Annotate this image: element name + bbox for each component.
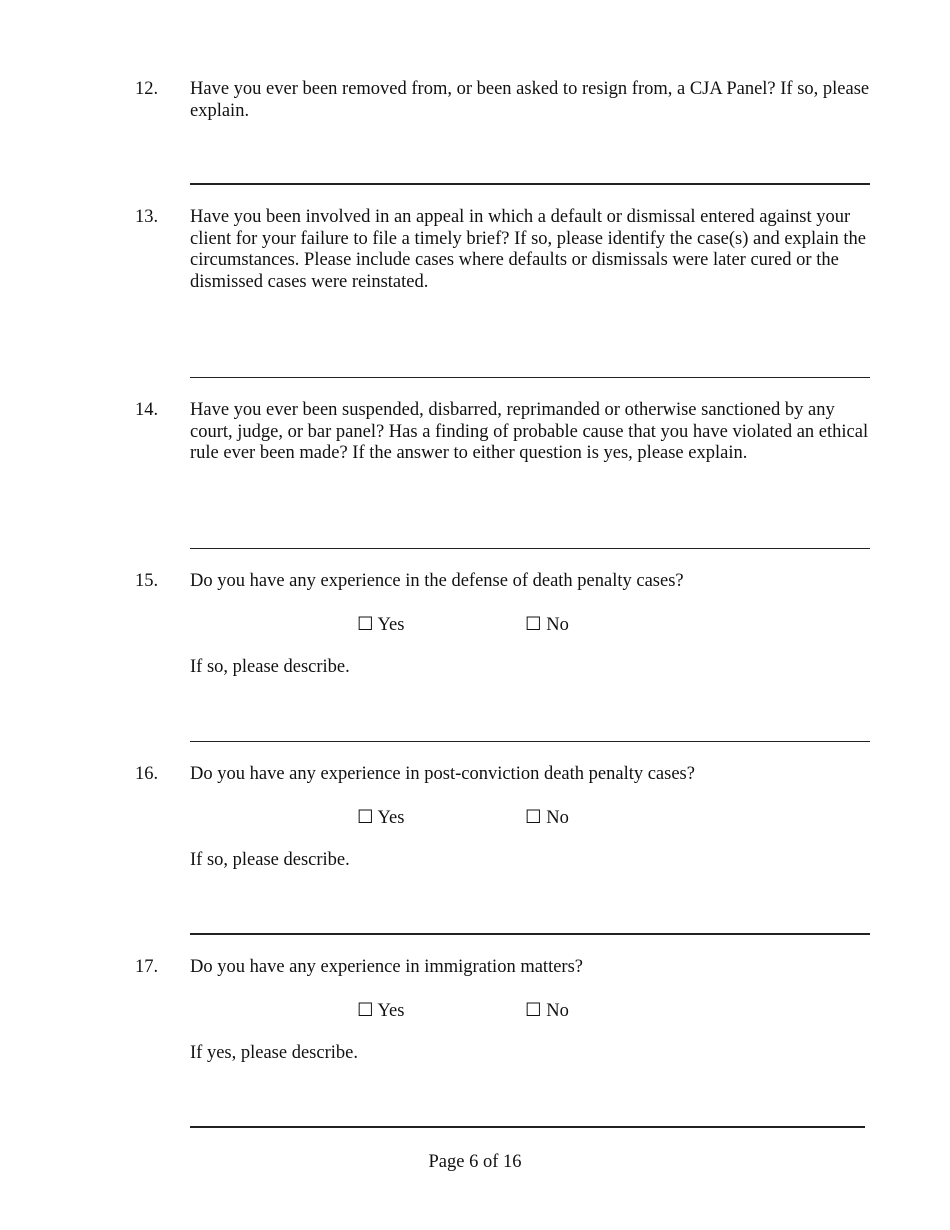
question-16-yes-checkbox[interactable]: ☐ Yes [357, 808, 405, 828]
question-17-text: Do you have any experience in immigration matters? [190, 957, 583, 977]
question-13-answer-line[interactable] [190, 377, 870, 378]
question-16-text: Do you have any experience in post-conviction death penalty cases? [190, 764, 695, 784]
question-15-followup: If so, please describe. [190, 657, 350, 677]
question-17-no-checkbox[interactable]: ☐ No [525, 1001, 569, 1021]
question-15-number: 15. [135, 571, 159, 591]
question-12-text: Have you ever been removed from, or been asked to resign from, a CJA Panel? If so, please explain. [190, 79, 870, 121]
question-13-number: 13. [135, 207, 159, 227]
question-15-answer-line[interactable] [190, 741, 870, 742]
question-17-number: 17. [135, 957, 159, 977]
question-17-yes-checkbox[interactable]: ☐ Yes [357, 1001, 405, 1021]
question-14-number: 14. [135, 400, 159, 420]
question-12-number: 12. [135, 79, 159, 99]
question-17-answer-line[interactable] [190, 1126, 865, 1128]
question-15-yes-checkbox[interactable]: ☐ Yes [357, 615, 405, 635]
question-15-no-checkbox[interactable]: ☐ No [525, 615, 569, 635]
question-14-text: Have you ever been suspended, disbarred, reprimanded or otherwise sanctioned by any court, judge, or bar panel? Has a finding of probable cause that you have violated an ethical rule ever been made? If the answer to either question is yes, please explain. [190, 400, 869, 463]
question-16-answer-line[interactable] [190, 933, 870, 935]
question-16-no-checkbox[interactable]: ☐ No [525, 808, 569, 828]
question-15-text: Do you have any experience in the defense of death penalty cases? [190, 571, 684, 591]
question-17-followup: If yes, please describe. [190, 1043, 358, 1063]
question-14-answer-line[interactable] [190, 548, 870, 549]
page-number: Page 6 of 16 [428, 1152, 522, 1172]
question-13-text: Have you been involved in an appeal in which a default or dismissal entered against your client for your failure to file a timely brief? If so, please identify the case(s) and explain the circumstances. Please include cases where defaults or dismissals were later cured or the dismissed cases were reinstated. [190, 207, 867, 292]
question-16-number: 16. [135, 764, 159, 784]
question-12-answer-line[interactable] [190, 183, 870, 185]
question-16-followup: If so, please describe. [190, 850, 350, 870]
